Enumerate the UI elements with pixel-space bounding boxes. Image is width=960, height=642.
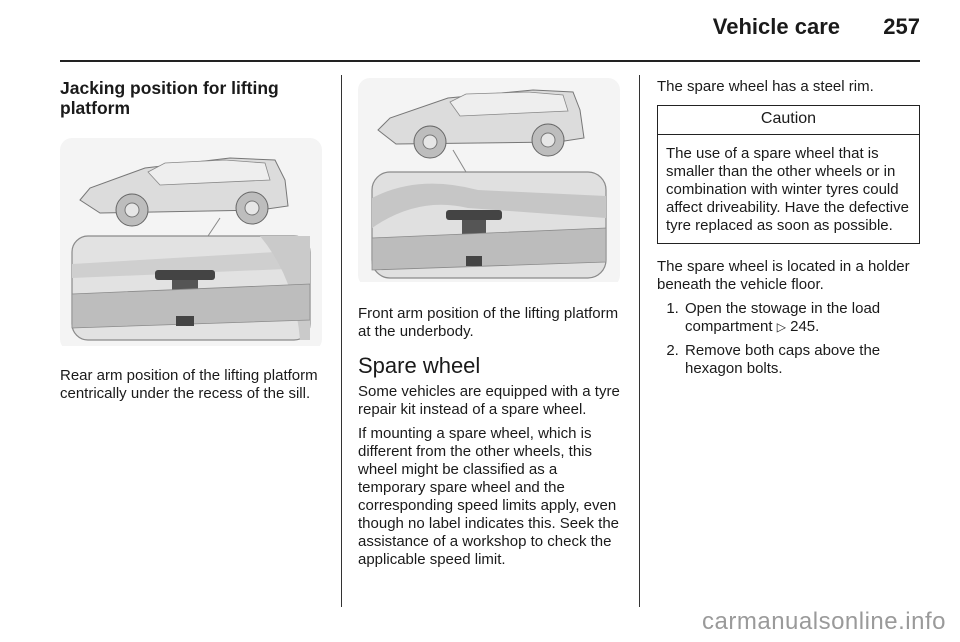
step-1 <box>683 300 920 336</box>
front-arm-caption: Front arm position of the lifting platform at the underbody. <box>358 305 619 340</box>
step-2-text: Remove both caps above the hexagon bolts. <box>685 342 881 377</box>
section-heading-spare-wheel: Spare wheel <box>358 353 481 378</box>
page-number: 257 <box>883 14 920 39</box>
steel-rim-text: The spare wheel has a steel rim. <box>657 78 874 95</box>
watermark: carmanualsonline.info <box>702 608 946 635</box>
header-rule <box>60 60 920 62</box>
step-2 <box>683 342 920 378</box>
step-1-text: Open the stowage in the load compartment <box>685 300 881 335</box>
spare-wheel-location-text: The spare wheel is located in a holder beneath the vehicle floor. <box>657 258 910 293</box>
rear-arm-caption: Rear arm position of the lifting platform centrically under the recess of the sill. <box>60 367 318 402</box>
front-arm-illustration <box>358 78 620 287</box>
section-heading-jacking: Jacking position for lifting platform <box>60 78 279 118</box>
column-middle <box>358 78 620 575</box>
spare-wheel-paragraph-2: If mounting a spare wheel, which is different from the other wheels, this wheel might be classified as a temporary spare wheel and the corresponding speed limits apply, even though no label indicates this. Seek the assistance of a workshop to check the applicable speed limit. <box>358 425 620 568</box>
caution-box <box>657 105 920 244</box>
header-section-title: Vehicle care <box>712 14 840 39</box>
spare-wheel-paragraph-1: Some vehicles are equipped with a tyre repair kit instead of a spare wheel. <box>358 383 620 418</box>
rear-arm-illustration <box>60 138 322 351</box>
caution-title: Caution <box>658 106 919 135</box>
column-divider-2 <box>639 75 640 607</box>
page-reference-icon: ▷ <box>776 320 786 334</box>
caution-text: The use of a spare wheel that is smaller than the other wheels or in combination with winter tyres could affect driveability. Have the defective tyre replaced as soon as possible. <box>666 145 909 234</box>
step-1-page-ref[interactable]: 245. <box>790 318 820 335</box>
column-right <box>657 78 920 384</box>
procedure-steps <box>657 300 920 378</box>
column-divider-1 <box>341 75 342 607</box>
column-left <box>60 78 322 409</box>
